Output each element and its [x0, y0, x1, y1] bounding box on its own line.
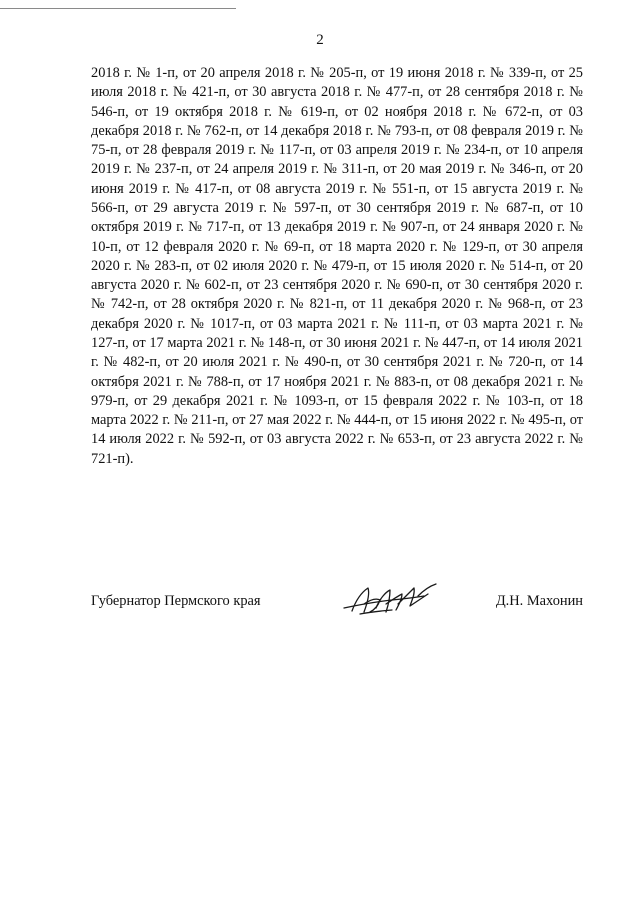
- top-rule: [0, 8, 236, 9]
- body-paragraph: 2018 г. № 1-п, от 20 апреля 2018 г. № 205-п, от 19 июня 2018 г. № 339-п, от 25 июля 2018 г. № 421-п, от 30 августа 2018 г. № 477-п, от 28 сентября 2018 г. № 546-п, от 19 октября 2018 г. № 619-п, от 02 ноября 2018 г. № 672-п, от 03 декабря 2018 г. № 762-п, от 14 декабря 2018 г. № 793-п, от 08 февраля 2019 г. № 75-п, от 28 февраля 2019 г. № 117-п, от 03 апреля 2019 г. № 234-п, от 10 апреля 2019 г. № 237-п, от 24 апреля 2019 г. № 311-п, от 20 мая 2019 г. № 346-п, от 20 июня 2019 г. № 417-п, от 08 августа 2019 г. № 551-п, от 15 августа 2019 г. № 566-п, от 29 августа 2019 г. № 597-п, от 30 сентября 2019 г. № 687-п, от 10 октября 2019 г. № 717-п, от 13 декабря 2019 г. № 907-п, от 24 января 2020 г. № 10-п, от 12 февраля 2020 г. № 69-п, от 18 марта 2020 г. № 129-п, от 30 апреля 2020 г. № 283-п, от 02 июля 2020 г. № 479-п, от 15 июля 2020 г. № 514-п, от 20 августа 2020 г. № 602-п, от 23 сентября 2020 г. № 690-п, от 30 сентября 2020 г. № 742-п, от 28 октября 2020 г. № 821-п, от 11 декабря 2020 г. № 968-п, от 23 декабря 2020 г. № 1017-п, от 03 марта 2021 г. № 111-п, от 03 марта 2021 г. № 127-п, от 17 марта 2021 г. № 148-п, от 30 июня 2021 г. № 447-п, от 14 июля 2021 г. № 482-п, от 20 июля 2021 г. № 490-п, от 30 сентября 2021 г. № 720-п, от 14 октября 2021 г. № 788-п, от 17 ноября 2021 г. № 883-п, от 08 декабря 2021 г. № 979-п, от 29 декабря 2021 г. № 1093-п, от 15 февраля 2022 г. № 103-п, от 18 марта 2022 г. № 211-п, от 27 мая 2022 г. № 444-п, от 15 июня 2022 г. № 495-п, от 14 июля 2022 г. № 592-п, от 03 августа 2022 г. № 653-п, от 23 августа 2022 г. № 721-п).: [91, 65, 583, 467]
- signatory-name: Д.Н. Махонин: [495, 593, 583, 609]
- page-number: 2: [316, 32, 324, 48]
- signature-icon: [340, 578, 440, 622]
- signatory-position: Губернатор Пермского края: [91, 593, 261, 609]
